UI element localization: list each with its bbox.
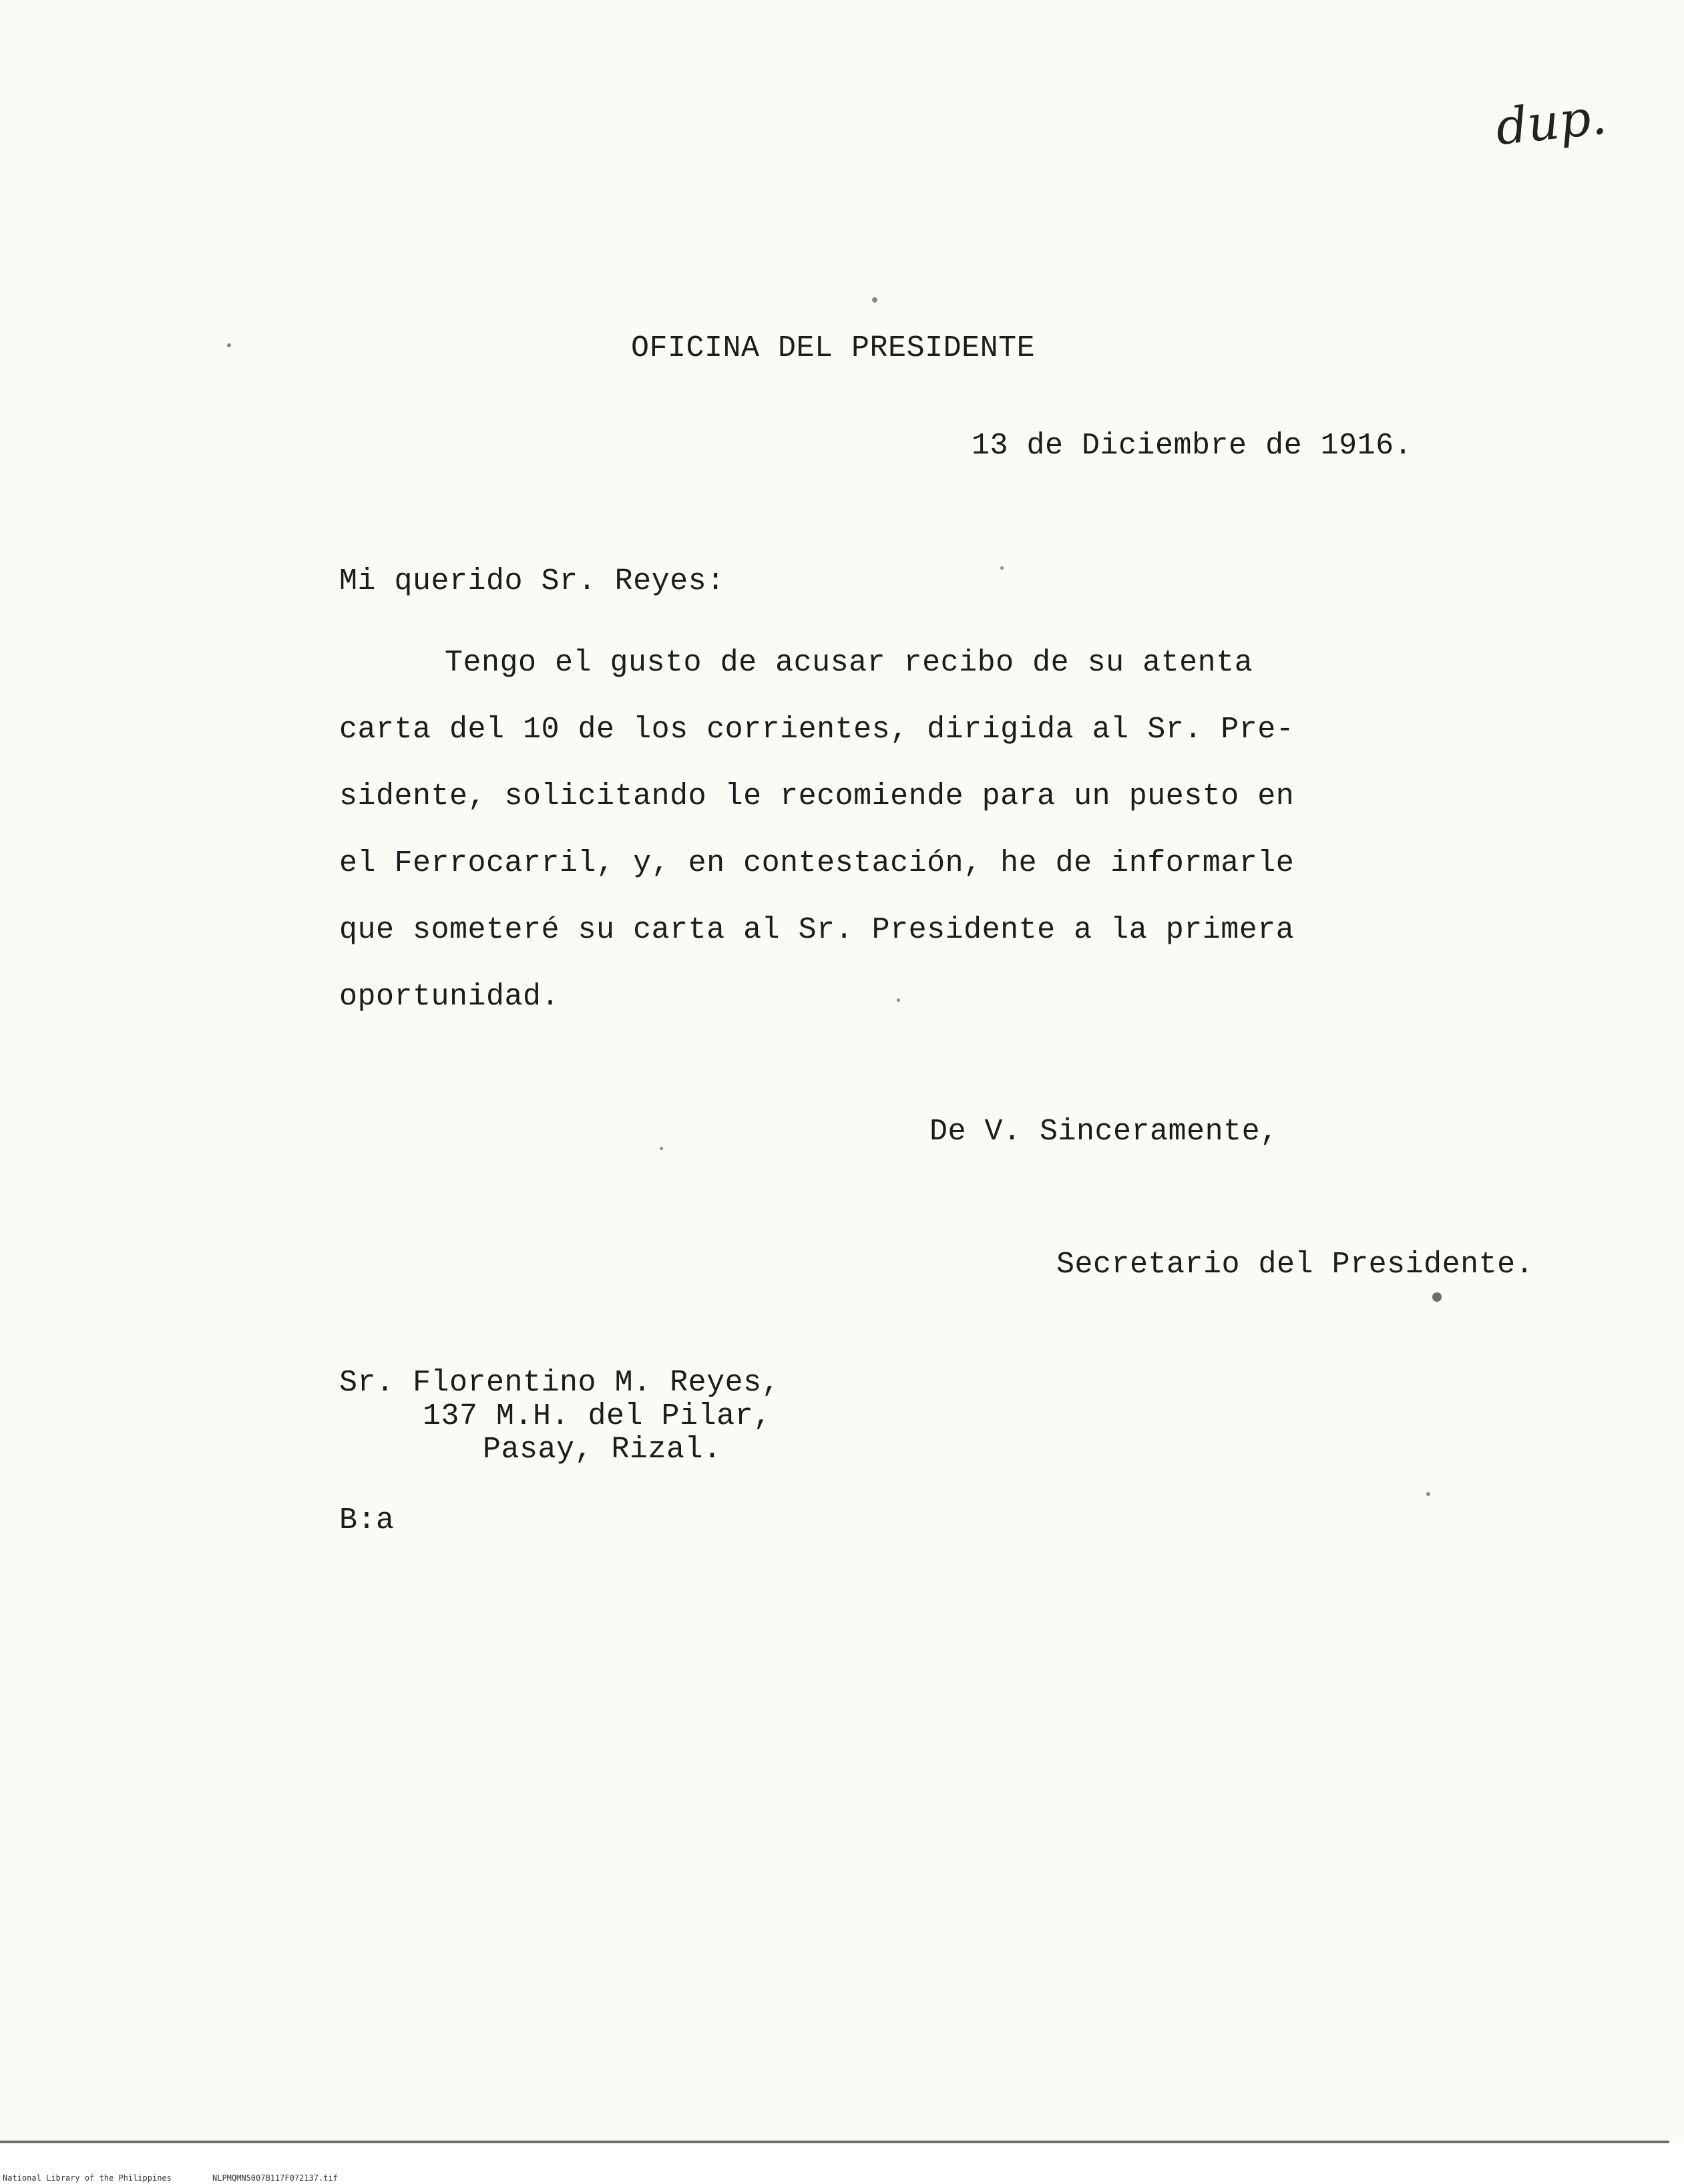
paper-speck — [660, 1147, 663, 1150]
body-line: sidente, solicitando le recomiende para un puesto en — [339, 779, 1295, 813]
reference-initials: B:a — [339, 1503, 395, 1537]
body-line: el Ferrocarril, y, en contestación, he de informarle — [339, 846, 1295, 880]
body-line: que someteré su carta al Sr. Presidente a la primera — [339, 913, 1295, 947]
body-line: oportunidad. — [339, 980, 560, 1014]
footer-file-id: NLPMQMNS007B117F072137.tif — [212, 2173, 338, 2183]
signature-title: Secretario del Presidente. — [1056, 1248, 1534, 1282]
body-line: carta del 10 de los corrientes, dirigida al Sr. Pre- — [339, 713, 1295, 747]
paper-speck — [1000, 566, 1004, 570]
salutation: Mi querido Sr. Reyes: — [339, 564, 725, 598]
footer-library-caption: National Library of the Philippines — [3, 2173, 172, 2183]
letter-date: 13 de Diciembre de 1916. — [972, 429, 1413, 463]
closing: De V. Sinceramente, — [929, 1115, 1279, 1149]
paper-speck — [227, 343, 231, 347]
paper-speck — [872, 297, 877, 303]
letterhead-title: OFICINA DEL PRESIDENTE — [631, 331, 1036, 365]
paper-speck — [1426, 1492, 1430, 1496]
recipient-city: Pasay, Rizal. — [483, 1433, 722, 1467]
paper-speck — [897, 998, 900, 1002]
recipient-name: Sr. Florentino M. Reyes, — [339, 1366, 781, 1400]
paper-speck — [1432, 1292, 1442, 1302]
handwritten-dup-mark: dup. — [1492, 87, 1609, 157]
recipient-street: 137 M.H. del Pilar, — [423, 1399, 772, 1433]
body-line: Tengo el gusto de acusar recibo de su atenta — [445, 646, 1253, 680]
